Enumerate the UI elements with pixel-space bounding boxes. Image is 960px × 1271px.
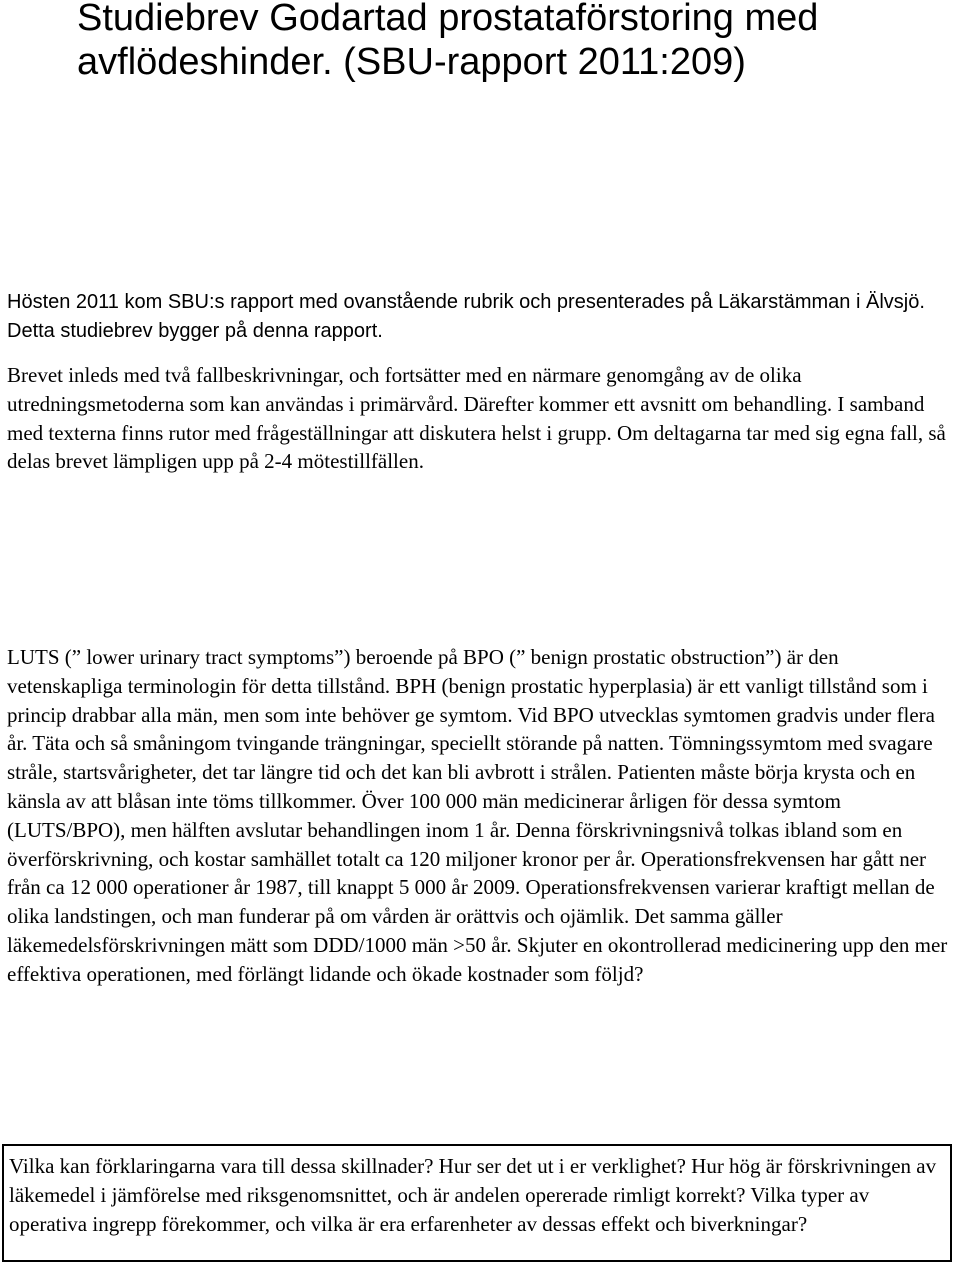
discussion-question-text: Vilka kan förklaringarna vara till dessa skillnader? Hur ser det ut i er verklighet? Hur hög är förskrivningen av läkemedel i jämförelse med riksgenomsnittet, och är andelen opererade rimligt korrekt? Vilka typer av operativa ingrepp förekommer, och vilka är era erfarenheter av dessas effekt och biverkningar? [9, 1154, 937, 1236]
overview-paragraph: Brevet inleds med två fallbeskrivningar, och fortsätter med en närmare genomgång av de olika utredningsmetoderna som kan användas i primärvård. Därefter kommer ett avsnitt om behandling. I samband med texterna finns rutor med frågeställningar att diskutera helst i grupp. Om deltagarna tar med sig egna fall, så delas brevet lämpligen upp på 2-4 mötestillfällen. [7, 363, 946, 474]
discussion-question-box [2, 1144, 952, 1262]
document-title: Studiebrev Godartad prostataförstoring med avflödeshinder. (SBU-rapport 2011:209) [77, 0, 819, 83]
luts-paragraph: LUTS (” lower urinary tract symptoms”) beroende på BPO (” benign prostatic obstruction”) är den vetenskapliga terminologin för detta tillstånd. BPH (benign prostatic hyperplasia) är ett vanligt tillstånd som i princip drabbar alla män, men som inte behöver ge symtom. Vid BPO utvecklas symtomen gradvis under flera år. Täta och så småningom tvingande trängningar, speciellt störande på natten. Tömningssymtom med svagare stråle, startsvårigheter, det tar längre tid och det kan bli avbrott i strålen. Patienten måste börja krysta och en känsla av att blåsan inte töms tillkommer. Över 100 000 män medicinerar årligen för dessa symtom (LUTS/BPO), men hälften avslutar behandlingen inom 1 år. Denna förskrivningsnivå tolkas ibland som en överförskrivning, och kostar samhället totalt ca 120 miljoner kronor per år. Operationsfrekvensen har gått ner från ca 12 000 operationer år 1987, till knappt 5 000 år 2009. Operationsfrekvensen varierar kraftigt mellan de olika landstingen, och man funderar på om vården är orättvis och ojämlik. Det samma gäller läkemedelsförskrivningen mätt som DDD/1000 män >50 år. Skjuter en okontrollerad medicinering upp den mer effektiva operationen, med förlängt lidande och ökade kostnader som följd? [7, 645, 948, 986]
intro-paragraph: Hösten 2011 kom SBU:s rapport med ovanstående rubrik och presenterades på Läkarstämman i Älvsjö. Detta studiebrev bygger på denna rapport. [7, 291, 925, 342]
